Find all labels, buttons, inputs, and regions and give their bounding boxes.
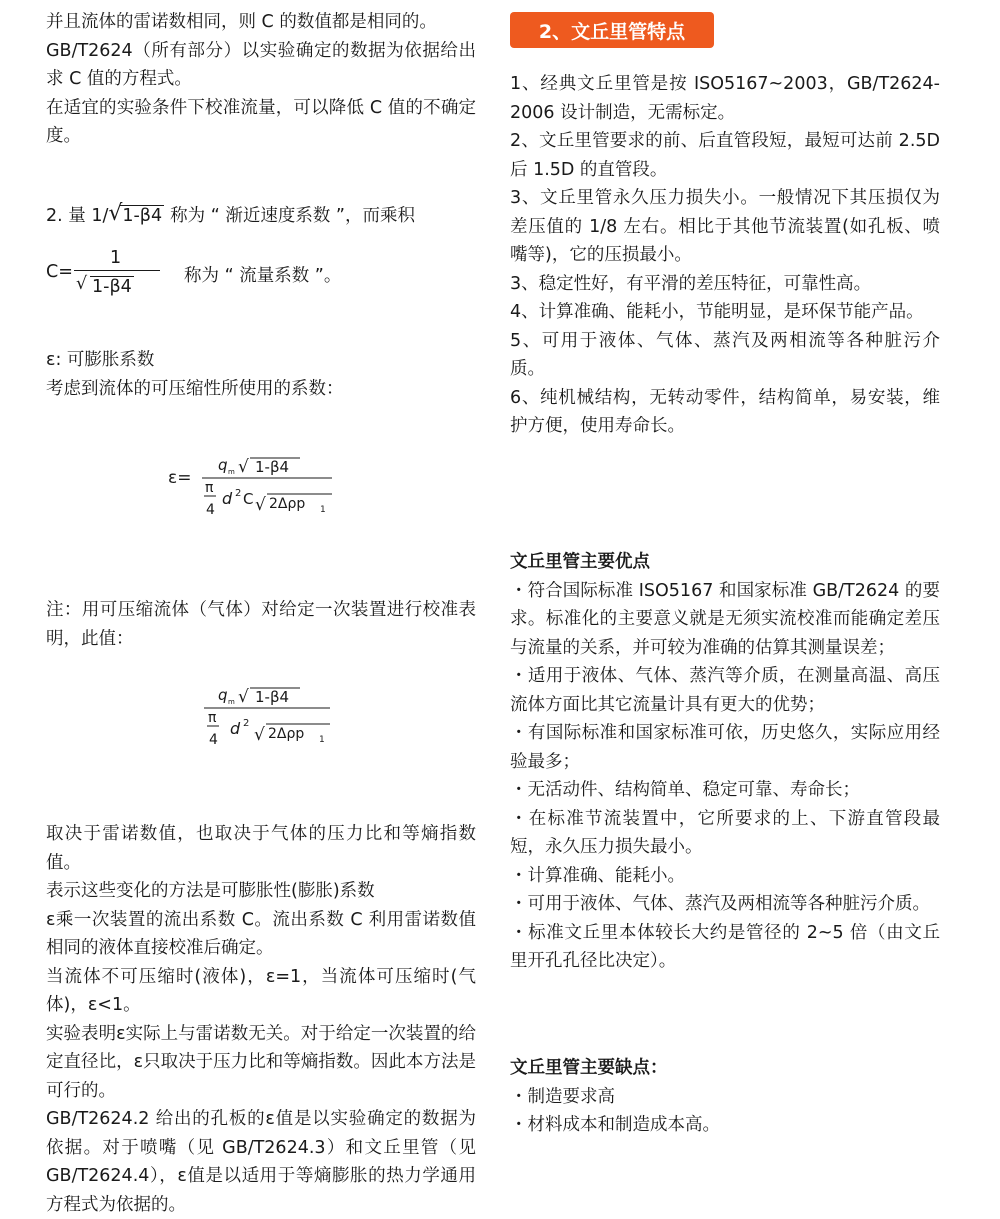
sqrt-icon: √ [255, 495, 266, 515]
section-badge: 2、文丘里管特点 [510, 12, 714, 48]
feature-item: 5、可用于液体、气体、蒸汽及两相流等各种脏污介质。 [510, 330, 940, 379]
disadvantage-item: ・材料成本和制造成本高。 [510, 1115, 720, 1135]
feature-item: 3、文丘里管永久压力损失小。一般情况下其压损仅为差压值的 1/8 左右。相比于其他节流装置(如孔板、喷嘴等)，它的压损最小。 [510, 188, 940, 265]
feature-item: 6、纯机械结构，无转动零件，结构简单，易安装，维护方便，使用寿命长。 [510, 387, 940, 436]
eps-qm-sub: m [228, 468, 235, 476]
feature-item: 4、计算准确、能耗小，节能明显，是环保节能产品。 [510, 302, 924, 322]
advantage-item: ・在标准节流装置中，它所要求的上、下游直管段最短，永久压力损失最小。 [510, 808, 940, 857]
epsilon-heading: ε: 可膨胀系数 [46, 350, 155, 370]
advantage-item: ・计算准确、能耗小。 [510, 865, 685, 886]
sqrt-icon: √ [254, 725, 265, 745]
note-sq: 2 [243, 718, 250, 729]
eps-d: d [222, 489, 233, 508]
text-line: ε乘一次装置的流出系数 C。流出系数 C 利用雷诺数值相同的液体直接校准后确定。 [46, 909, 476, 958]
eps-qm: q [218, 456, 228, 474]
c-radicand: 1-β4 [92, 277, 132, 297]
disadvantage-item: ・制造要求高 [510, 1086, 615, 1107]
disadvantages-title: 文丘里管主要缺点： [510, 1058, 668, 1078]
text-line: GB/T2624.2 给出的孔板的ε值是以实验确定的数据为依据。对于喷嘴（见 GB/T2624.3）和文丘里管（见 GB/T2624.4），ε值是以适用于等熵膨胀的热力学通用方程式为依据的。 [46, 1109, 476, 1215]
advantages-title: 文丘里管主要优点 [510, 552, 650, 572]
eps-radicand-bottom: 2Δρp [269, 496, 306, 512]
text-prefix: 2. 量 1/ [46, 206, 109, 226]
sqrt-icon: √ [76, 274, 88, 294]
paragraph-intro [46, 8, 476, 151]
epsilon-formula [160, 450, 350, 530]
text-line: 并且流体的雷诺数相同，则 C 的数值都是相同的。 [46, 12, 437, 32]
features-list [510, 70, 940, 441]
note-pi: π [208, 710, 217, 726]
note-formula [200, 680, 350, 760]
c-lhs: C= [46, 262, 73, 282]
note-d: d [230, 719, 241, 738]
c-label: 称为 “ 流量系数 ”。 [184, 266, 342, 286]
note-qm: q [218, 686, 228, 704]
advantage-item: ・无活动件、结构简单、稳定可靠、寿命长； [510, 780, 860, 800]
eps-four: 4 [206, 502, 215, 518]
advantage-item: ・有国际标准和国家标准可依，历史悠久，实际应用经验最多； [510, 723, 940, 772]
text-line: GB/T2624（所有部分）以实验确定的数据为依据给出求 C 值的方程式。 [46, 40, 476, 89]
sqrt-expression [108, 202, 164, 230]
sqrt-icon: √ [238, 687, 249, 707]
advantage-item: ・可用于液体、气体、蒸汽及两相流等各种脏污介质。 [510, 894, 930, 914]
feature-item: 1、经典文丘里管是按 ISO5167~2003，GB/T2624-2006 设计制造，无需标定。 [510, 74, 940, 123]
feature-item: 2、文丘里管要求的前、后直管段短，最短可达前 2.5D 后 1.5D 的直管段。 [510, 131, 940, 180]
sqrt-icon: √ [238, 457, 249, 477]
sqrt-icon: √ [108, 201, 123, 226]
note-radicand-top: 1-β4 [255, 688, 290, 706]
eps-radicand-top: 1-β4 [255, 458, 290, 476]
advantage-item: ・符合国际标准 ISO5167 和国家标准 GB/T2624 的要求。标准化的主要意义就是无须实流校准而能确定差压与流量的关系，并可较为准确的估算其测量误差； [510, 580, 940, 658]
epsilon-desc: 考虑到流体的可压缩性所使用的系数： [46, 378, 344, 399]
note-text: 注：用可压缩流体（气体）对给定一次装置进行校准表明，此值： [46, 600, 476, 649]
eps-lhs: ε= [168, 468, 192, 488]
advantage-item: ・适用于液体、气体、蒸汽等介质，在测量高温、高压流体方面比其它流量计具有更大的优势； [510, 666, 940, 715]
text-line: 实验表明ε实际上与雷诺数无关。对于给定一次装置的给定直径比，ε只取决于压力比和等熵指数。因此本方法是可行的。 [46, 1023, 476, 1101]
c-numerator: 1 [110, 248, 122, 268]
text-line: 在适宜的实验条件下校准流量，可以降低 C 值的不确定度。 [46, 97, 476, 146]
eps-sq: 2 [235, 488, 242, 499]
fraction-bar [74, 270, 160, 271]
note-sub1: 1 [319, 735, 325, 745]
eps-pi: π [205, 480, 214, 496]
text-line: 表示这些变化的方法是可膨胀性(膨胀)系数 [46, 881, 375, 901]
radicand: 1-β4 [122, 206, 163, 226]
note-four: 4 [209, 732, 218, 748]
note-paragraph [46, 596, 476, 653]
advantages-section [510, 548, 940, 976]
asymptotic-velocity-line [46, 202, 415, 230]
note-radicand-bottom: 2Δρp [268, 726, 305, 742]
feature-item: 3、稳定性好，有平滑的差压特征，可靠性高。 [510, 273, 872, 294]
text-line: 取决于雷诺数值，也取决于气体的压力比和等熵指数值。 [46, 824, 476, 873]
epsilon-section [46, 346, 476, 403]
eps-c: C [243, 490, 254, 508]
text-suffix: 称为 “ 渐近速度系数 ”，而乘积 [170, 206, 415, 226]
note-qm-sub: m [228, 698, 235, 706]
disadvantages-section [510, 1054, 940, 1140]
eps-sub1: 1 [320, 505, 326, 515]
text-line: 当流体不可压缩时(液体)，ε=1，当流体可压缩时(气体)，ε<1。 [46, 966, 476, 1015]
paragraph-reynolds [46, 820, 476, 1219]
advantage-item: ・标准文丘里本体较长大约是管径的 2~5 倍（由文丘里开孔孔径比决定）。 [510, 922, 940, 971]
